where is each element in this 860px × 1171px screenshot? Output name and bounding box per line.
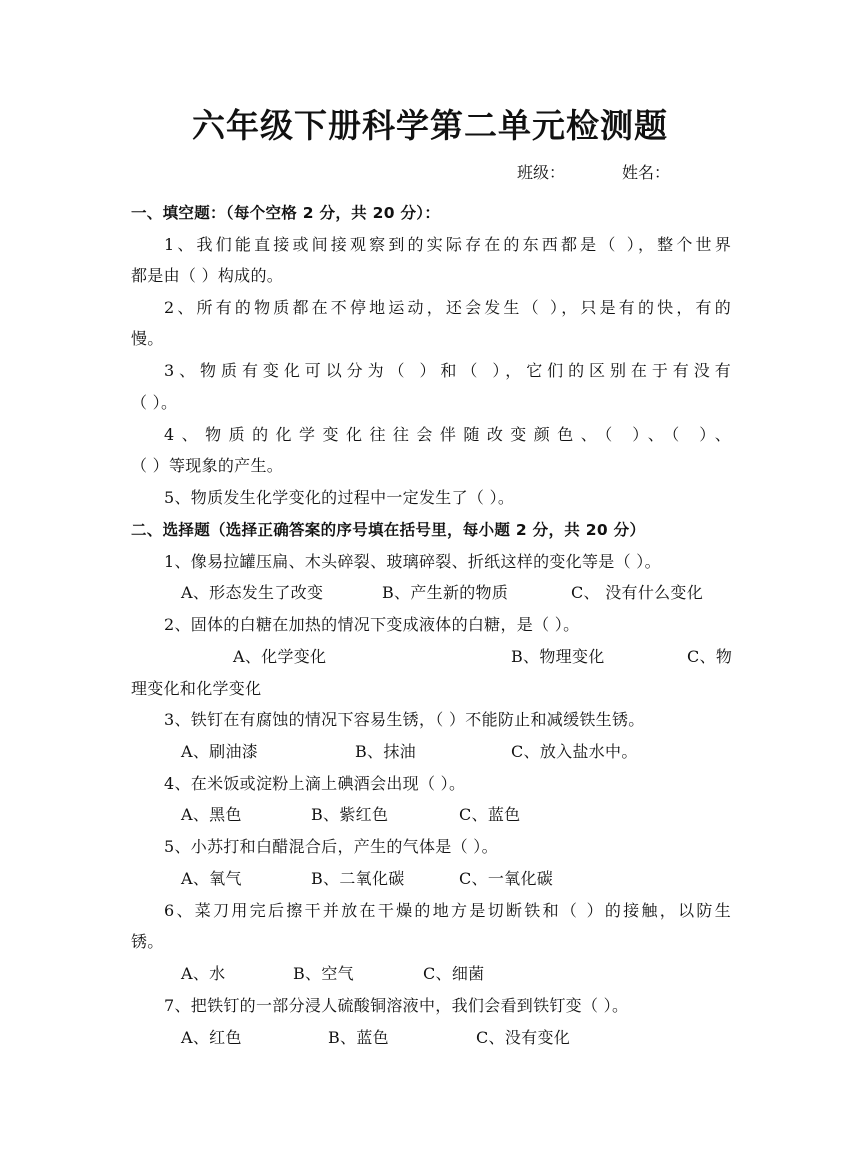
s2-q6-option-c: C、细菌 (423, 964, 485, 983)
s2-q5-stem: 5、小苏打和白醋混合后，产生的气体是（ ）。 (164, 837, 498, 856)
s2-q7-option-b: B、蓝色 (328, 1028, 389, 1047)
s2-q4-option-c: C、蓝色 (459, 805, 521, 824)
s1-q1-line2: 都是由（ ）构成的。 (131, 266, 284, 285)
s2-q2-option-a: A、化学变化 (233, 647, 327, 666)
s2-q6-option-a: A、水 (181, 964, 226, 983)
s2-q7-option-a: A、红色 (181, 1028, 242, 1047)
s2-q6-stem: 6、菜刀用完后擦干并放在干燥的地方是切断铁和（ ）的接触，以防生 (164, 901, 731, 920)
s2-q3-option-a: A、刷油漆 (181, 742, 259, 761)
s2-q2-cont: 理变化和化学变化 (131, 679, 262, 698)
s2-q4-option-b: B、紫红色 (311, 805, 389, 824)
s2-q3-option-c: C、放入盐水中。 (511, 742, 638, 761)
s1-q5: 5、物质发生化学变化的过程中一定发生了（ ）。 (164, 488, 515, 507)
s2-q1-option-c: C、 没有什么变化 (571, 583, 704, 602)
section2-heading: 二、选择题（选择正确答案的序号填在括号里，每小题 2 分，共 20 分） (131, 521, 646, 539)
s2-q1-stem: 1、像易拉罐压扁、木头碎裂、玻璃碎裂、折纸这样的变化等是（ ）。 (164, 552, 661, 571)
s1-q2-line1: 2、所有的物质都在不停地运动，还会发生（ ），只是有的快，有的 (164, 298, 731, 317)
s2-q7-stem: 7、把铁钉的一部分浸人硫酸铜溶液中，我们会看到铁钉变（ ）。 (164, 996, 629, 1015)
s1-q1-line1: 1、我们能直接或间接观察到的实际存在的东西都是（ ），整个世界 (164, 235, 731, 254)
s2-q6-cont: 锈。 (131, 932, 164, 951)
s2-q1-option-a: A、形态发生了改变 (181, 583, 324, 602)
s1-q3-line2: （ ）。 (131, 393, 178, 412)
s2-q5-option-b: B、二氧化碳 (311, 869, 405, 888)
s1-q3-line1: 3、物质有变化可以分为（ ）和（ ），它们的区别在于有没有 (164, 361, 731, 380)
s2-q2-option-c: C、物 (687, 647, 733, 666)
s2-q7-option-c: C、没有变化 (476, 1028, 571, 1047)
s2-q1-option-b: B、产生新的物质 (382, 583, 509, 602)
s1-q4-line2: （ ）等现象的产生。 (131, 456, 284, 475)
s2-q6-option-b: B、空气 (293, 964, 354, 983)
section1-heading: 一、填空题：（每个空格 2 分，共 20 分）： (131, 204, 441, 222)
s2-q4-stem: 4、在米饭或淀粉上滴上碘酒会出现（ ）。 (164, 774, 466, 793)
s2-q4-option-a: A、黑色 (181, 805, 242, 824)
s2-q2-option-b: B、物理变化 (511, 647, 605, 666)
s2-q3-stem: 3、铁钉在有腐蚀的情况下容易生锈，（ ）不能防止和减缓铁生锈。 (164, 710, 645, 729)
s1-q2-line2: 慢。 (131, 329, 164, 348)
s2-q2-stem: 2、固体的白糖在加热的情况下变成液体的白糖，是（ ）。 (164, 615, 580, 634)
name-label: 姓名： (622, 163, 671, 182)
s2-q3-option-b: B、抹油 (355, 742, 416, 761)
page-title: 六年级下册科学第二单元检测题 (192, 106, 668, 145)
s1-q4-line1: 4、物质的化学变化往往会伴随改变颜色、（ ）、（ ）、 (164, 425, 731, 444)
class-label: 班级： (517, 163, 566, 182)
s2-q5-option-c: C、一氧化碳 (459, 869, 554, 888)
s2-q5-option-a: A、氧气 (181, 869, 242, 888)
